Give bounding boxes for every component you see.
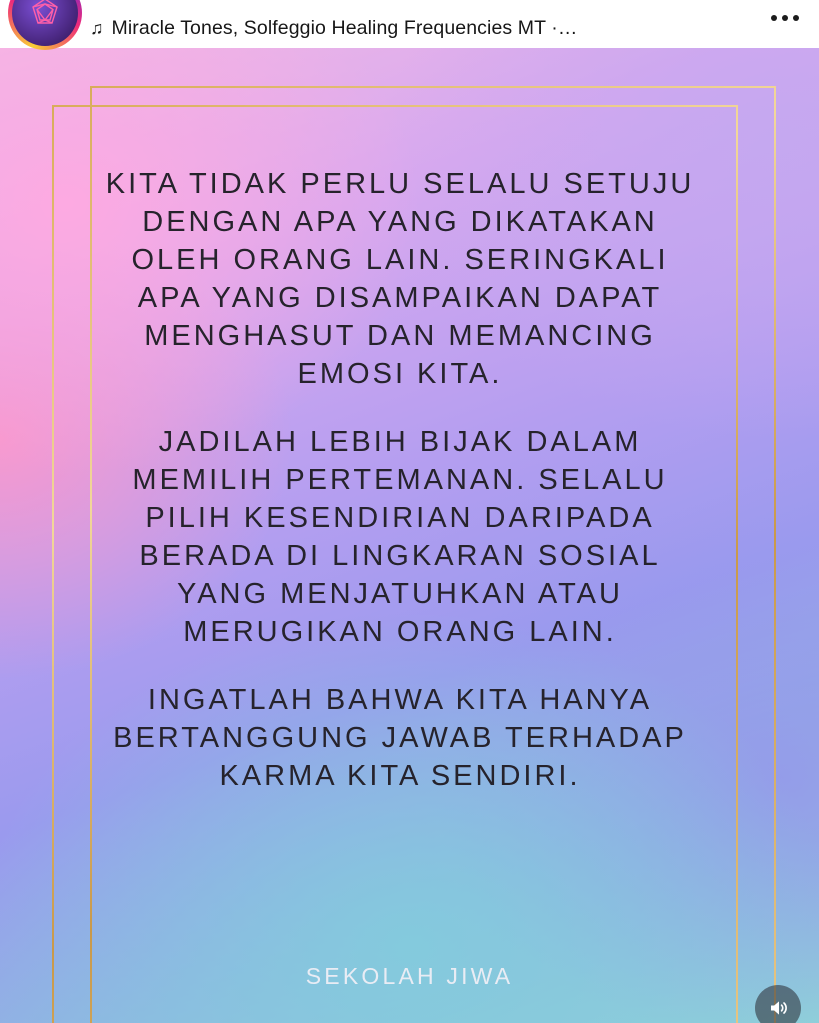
brand-signature: SEKOLAH JIWA xyxy=(305,963,514,989)
quote-paragraph-3: INGATLAH BAHWA KITA HANYA BERTANGGUNG JAWAB TERHADAP KARMA KITA SENDIRI. xyxy=(113,683,687,792)
music-note-icon: ♫ xyxy=(90,18,104,38)
quote-paragraph-1: KITA TIDAK PERLU SELALU SETUJU DENGAN APA YANG DIKATAKAN OLEH ORANG LAIN. SERINGKALI APA YANG DISAMPAIKAN DAPAT MENGHASUT DAN MEMANCING EMOSI KITA. xyxy=(105,168,695,390)
audio-title: Miracle Tones, Solfeggio Healing Frequencies MT ·… xyxy=(111,16,578,39)
dot-3 xyxy=(793,15,799,21)
avatar[interactable] xyxy=(8,0,82,50)
dot-2 xyxy=(782,15,788,21)
audio-attribution[interactable] xyxy=(90,17,765,40)
post-header xyxy=(0,0,819,48)
post-media[interactable] xyxy=(0,48,819,1023)
more-options-button[interactable] xyxy=(765,3,805,33)
dot-1 xyxy=(771,15,777,21)
audio-toggle-button[interactable] xyxy=(755,985,801,1023)
quote-paragraph-2: JADILAH LEBIH BIJAK DALAM MEMILIH PERTEMANAN. SELALU PILIH KESENDIRIAN DARIPADA BERADA DI LINGKARAN SOSIAL YANG MENJATUHKAN ATAU MERUGIKAN ORANG LAIN. xyxy=(132,425,668,648)
quote-text-block xyxy=(100,166,700,796)
